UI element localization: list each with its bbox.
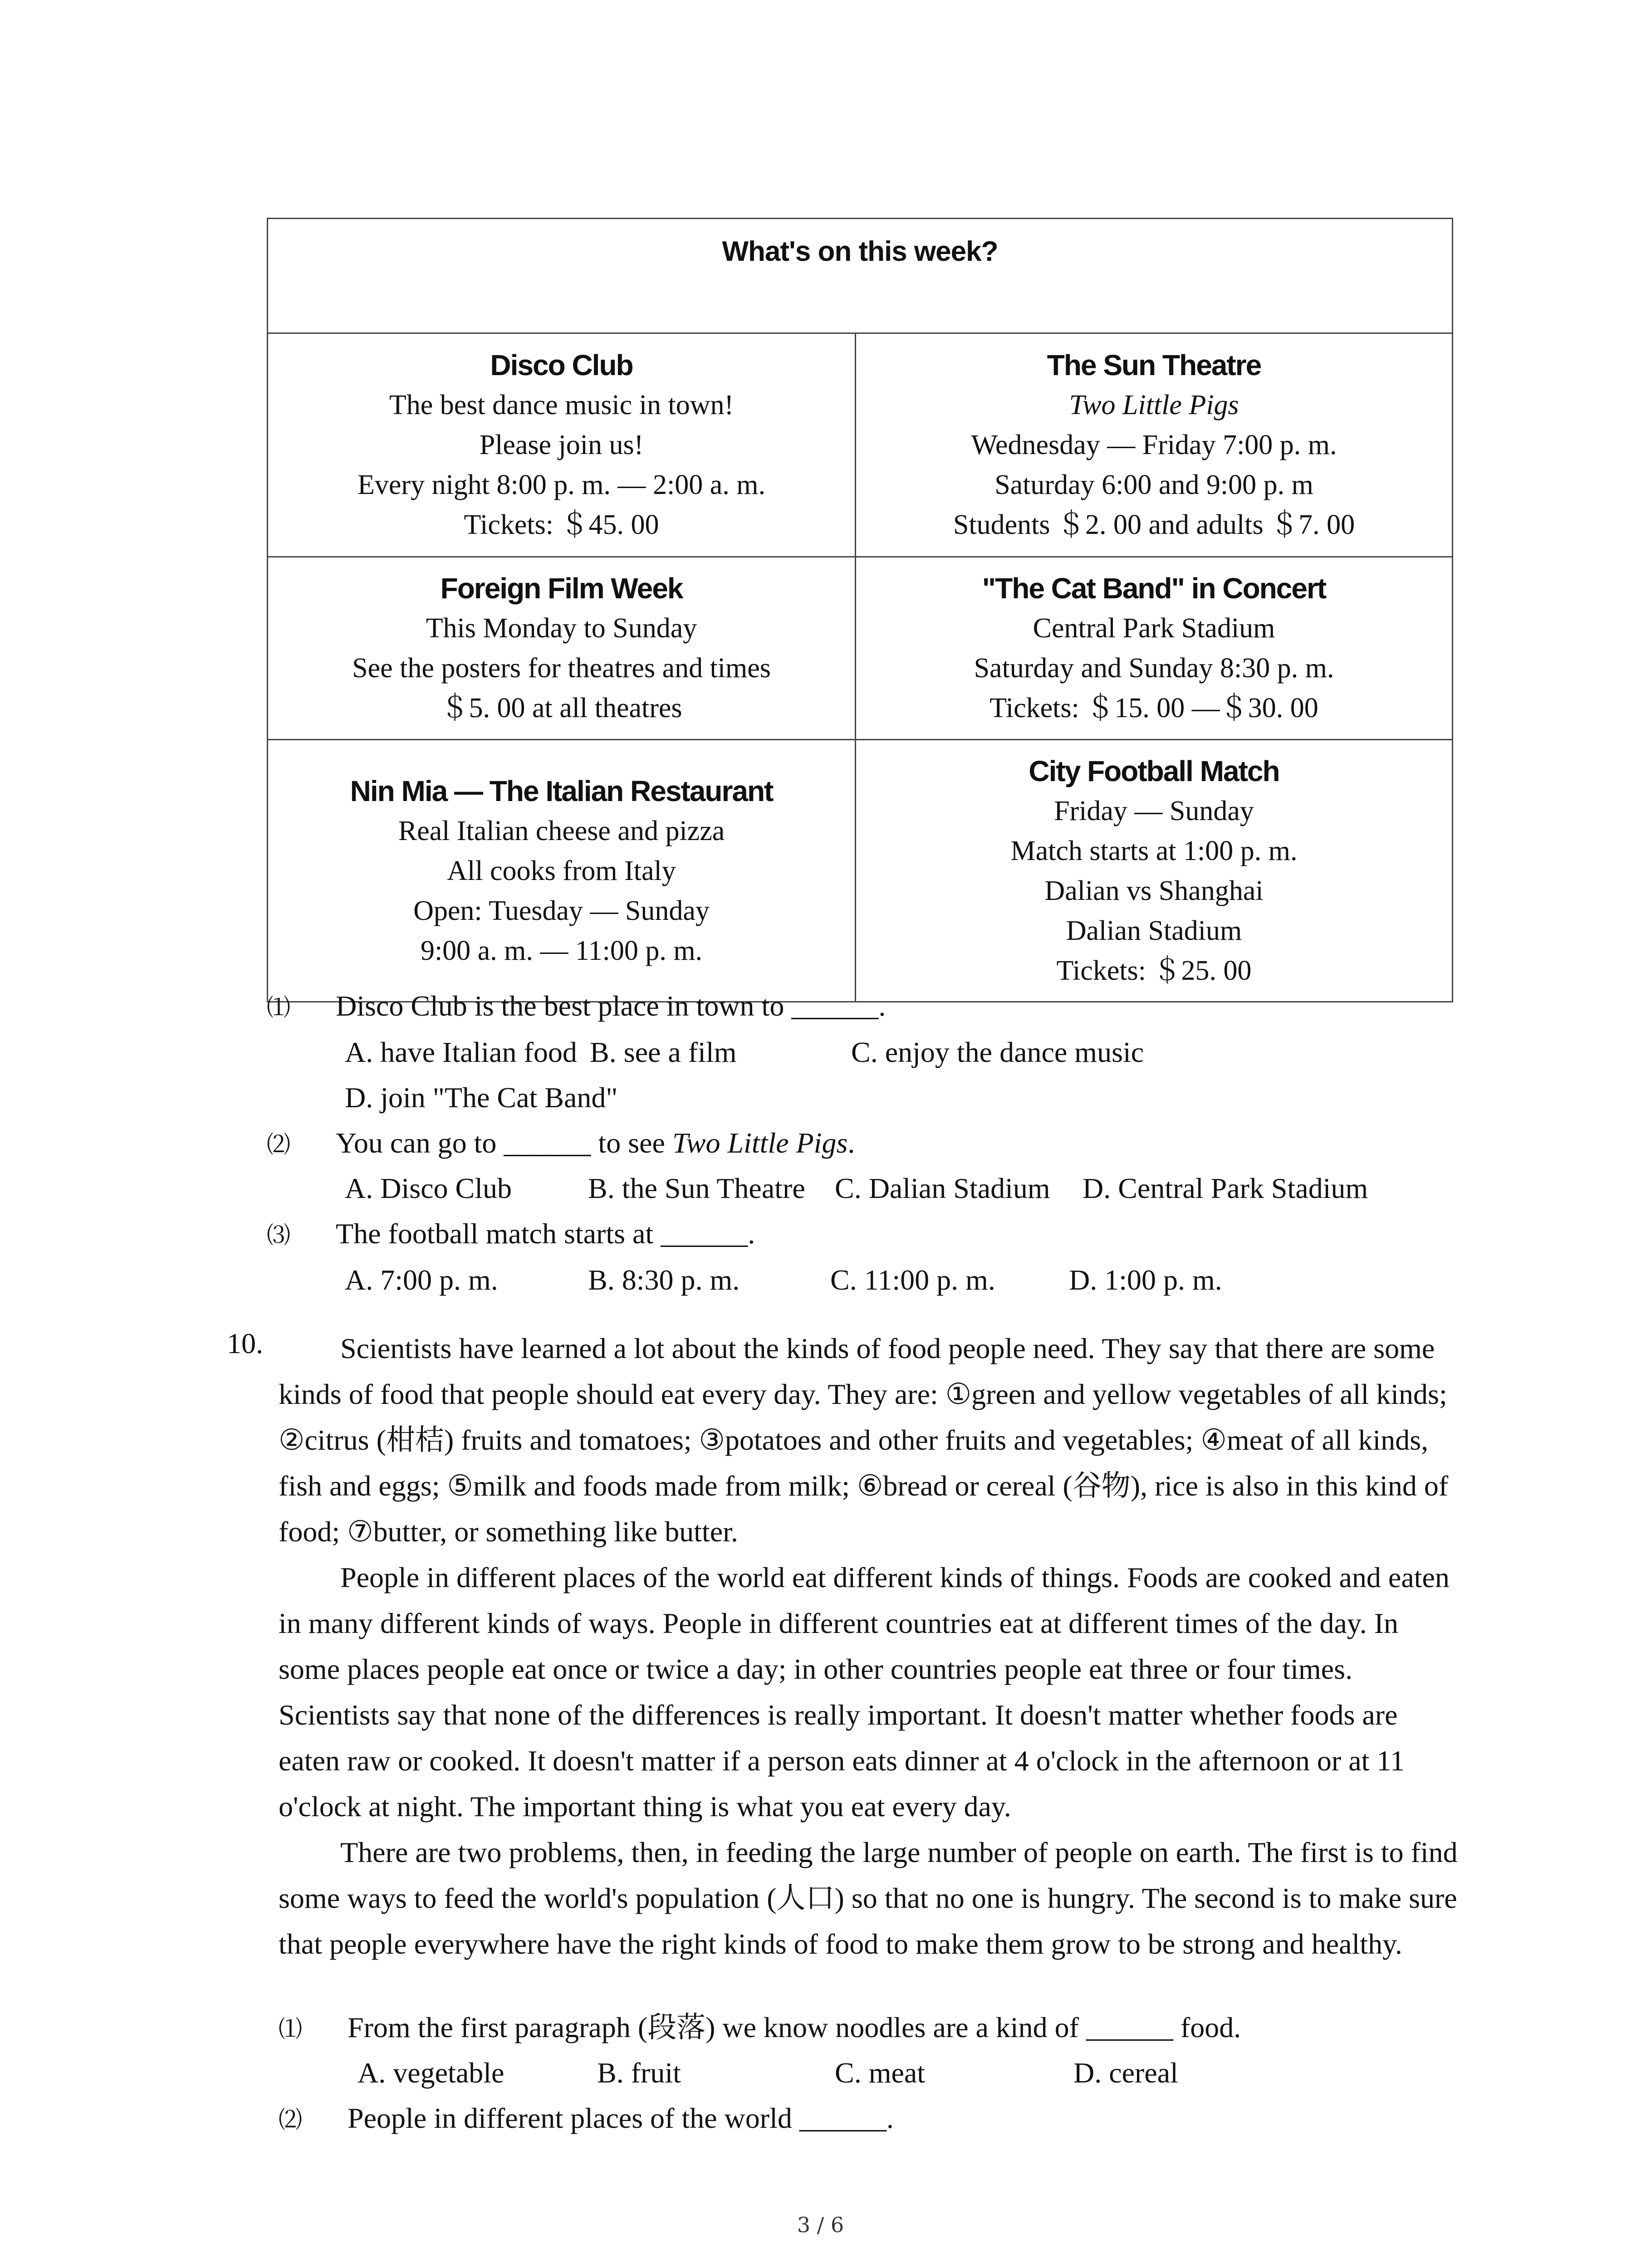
option-d: D. join "The Cat Band" <box>345 1081 618 1114</box>
option-d: D. cereal <box>1073 2057 1178 2089</box>
option-b: B. 8:30 p. m. <box>588 1264 740 1296</box>
cell-line: Saturday 6:00 and 9:00 p. m <box>994 469 1313 500</box>
option-b: B. see a film <box>590 1036 737 1068</box>
cell-line: Students ＄2. 00 and adults ＄7. 00 <box>953 509 1355 540</box>
option-d: D. Central Park Stadium <box>1083 1172 1368 1204</box>
question-10-number: 10. <box>227 1327 263 1359</box>
question-stem: People in different places of the world ______. <box>348 2102 894 2134</box>
cell-line: Tickets: ＄25. 00 <box>1056 955 1252 986</box>
option-c: C. enjoy the dance music <box>851 1036 1144 1068</box>
cell-line-italic: Two Little Pigs <box>1069 390 1239 420</box>
cell-line: This Monday to Sunday <box>426 613 697 644</box>
question-number: ⑴ <box>267 994 291 1022</box>
cell-heading: City Football Match <box>1029 754 1279 787</box>
cell-line: Friday — Sunday <box>1054 795 1254 826</box>
page-number: 3 / 6 <box>797 2213 844 2237</box>
question-number: ⑵ <box>267 1131 291 1158</box>
question-number: ⑴ <box>279 2016 303 2043</box>
question-stem: The football match starts at ______. <box>336 1217 755 1250</box>
cell-line: Tickets: ＄15. 00 —＄30. 00 <box>989 693 1318 723</box>
question-stem: From the first paragraph (段落) we know noodles are a kind of ______ food. <box>348 2011 1241 2043</box>
cell-heading: The Sun Theatre <box>1047 349 1261 381</box>
cell-line: See the posters for theatres and times <box>352 653 771 684</box>
passage-paragraph: Scientists have learned a lot about the kinds of food people need. They say that there are some kinds of food that people should eat every day. They are: ①green and yellow vegetables of all kinds; ②citrus (柑桔) fruits and tomatoes; ③potatoes and other fruits and vegetables; ④meat of all kinds, fish and eggs; ⑤milk and foods made from milk; ⑥bread or cereal (谷物), rice is also in this kind of food; ⑦butter, or something like butter. <box>279 1332 1449 1548</box>
cell-heading: Foreign Film Week <box>440 572 683 605</box>
option-a: A. vegetable <box>358 2057 505 2089</box>
question-number: ⑵ <box>279 2107 303 2134</box>
option-b: B. fruit <box>597 2057 681 2089</box>
question-stem: Disco Club is the best place in town to ______. <box>336 990 886 1022</box>
option-b: B. the Sun Theatre <box>588 1172 805 1204</box>
option-a: A. Disco Club <box>345 1172 512 1204</box>
question-stem: You can go to ______ to see Two Little Pigs. <box>336 1127 855 1159</box>
cell-line: Open: Tuesday — Sunday <box>413 895 710 926</box>
cell-heading: Disco Club <box>490 349 633 381</box>
cell-line: Match starts at 1:00 p. m. <box>1010 835 1298 866</box>
option-a: A. 7:00 p. m. <box>345 1264 498 1296</box>
option-c: C. 11:00 p. m. <box>830 1264 995 1296</box>
cell-line: All cooks from Italy <box>447 855 676 886</box>
cell-line: Please join us! <box>479 430 644 460</box>
cell-line: Tickets: ＄45. 00 <box>464 509 659 540</box>
cell-line: ＄5. 00 at all theatres <box>441 693 682 723</box>
cell-line: 9:00 a. m. — 11:00 p. m. <box>420 935 703 966</box>
cell-line: Real Italian cheese and pizza <box>398 815 725 846</box>
option-c: C. meat <box>835 2057 926 2089</box>
cell-line: Every night 8:00 p. m. — 2:00 a. m. <box>358 469 765 500</box>
cell-heading: "The Cat Band" in Concert <box>982 572 1326 605</box>
table-title: What's on this week? <box>268 219 1453 333</box>
cell-line: Dalian Stadium <box>1066 915 1242 946</box>
cell-heading: Nin Mia — The Italian Restaurant <box>350 774 773 807</box>
passage-paragraph: People in different places of the world eat different kinds of things. Foods are cooked and eaten in many different kinds of ways. People in different countries eat at different times of the day. In some places people eat once or twice a day; in other countries people eat three or four times. Scientists say that none of the differences is really important. It doesn't matter whether foods are eaten raw or cooked. It doesn't matter if a person eats dinner at 4 o'clock in the afternoon or at 11 o'clock at night. The important thing is what you eat every day. <box>279 1561 1450 1823</box>
cell-line: Wednesday — Friday 7:00 p. m. <box>971 430 1337 460</box>
option-a: A. have Italian food <box>345 1036 577 1068</box>
cell-line: Saturday and Sunday 8:30 p. m. <box>974 653 1334 684</box>
cell-line: The best dance music in town! <box>389 390 734 420</box>
option-d: D. 1:00 p. m. <box>1069 1264 1222 1296</box>
question-number: ⑶ <box>267 1222 291 1249</box>
cell-line: Central Park Stadium <box>1033 613 1275 644</box>
option-c: C. Dalian Stadium <box>835 1172 1050 1204</box>
passage-paragraph: There are two problems, then, in feeding the large number of people on earth. The first is to find some ways to feed the world's population (人口) so that no one is hungry. The second is to make sure that people everywhere have the right kinds of food to make them grow to be strong and healthy. <box>279 1836 1458 1960</box>
cell-line: Dalian vs Shanghai <box>1044 875 1264 906</box>
